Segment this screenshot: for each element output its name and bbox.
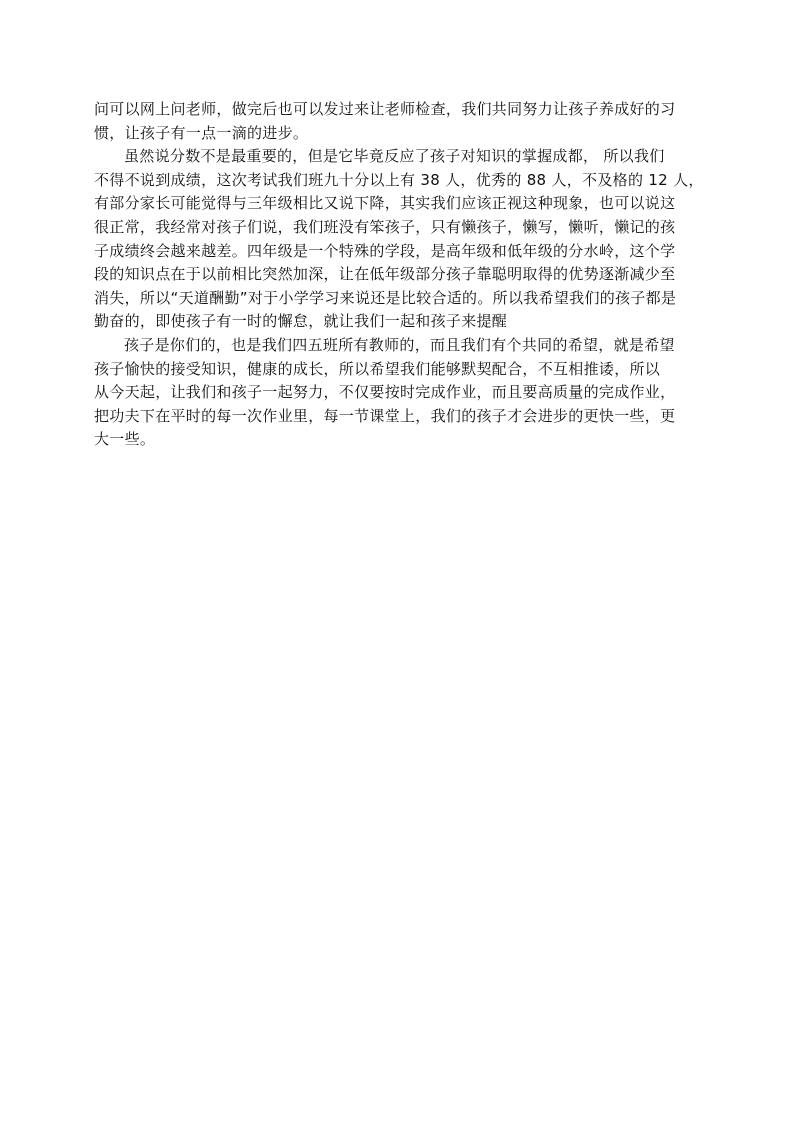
text-line: 孩子愉快的接受知识，健康的成长，所以希望我们能够默契配合，不互相推诿，所以 xyxy=(94,359,661,378)
text-line: 段的知识点在于以前相比突然加深，让在低年级部分孩子靠聪明取得的优势逐渐减少至 xyxy=(94,265,676,284)
text-line: 把功夫下在平时的每一次作业里，每一节课堂上，我们的孩子才会进步的更快一些，更 xyxy=(94,406,676,425)
text-line: 有部分家长可能觉得与三年级相比又说下降，其实我们应该正视这种现象，也可以说这 xyxy=(94,194,676,213)
text-line: 子成绩终会越来越差。四年级是一个特殊的学段，是高年级和低年级的分水岭，这个学 xyxy=(94,241,676,260)
text-line: 不得不说到成绩，这次考试我们班九十分以上有 38 人，优秀的 88 人，不及格的 12 人， xyxy=(94,170,704,189)
text-line: 大一些。 xyxy=(94,430,156,449)
text-line: 惯，让孩子有一点一滴的进步。 xyxy=(94,123,309,142)
text-line: 勤奋的，即使孩子有一时的懈怠，就让我们一起和孩子来提醒 xyxy=(94,312,508,331)
text-line: 问可以网上问老师，做完后也可以发过来让老师检查，我们共同努力让孩子养成好的习 xyxy=(94,100,676,118)
text-line: 虽然说分数不是最重要的，但是它毕竟反应了孩子对知识的掌握成都， 所以我们 xyxy=(124,147,665,166)
body-text xyxy=(94,98,704,452)
text-line: 消失，所以“天道酬勤”对于小学学习来说还是比较合适的。所以我希望我们的孩子都是 xyxy=(94,288,677,307)
text-line: 很正常，我经常对孩子们说，我们班没有笨孩子，只有懒孩子，懒写，懒听，懒记的孩 xyxy=(94,217,676,236)
text-line: 从今天起，让我们和孩子一起努力，不仅要按时完成作业，而且要高质量的完成作业， xyxy=(94,383,676,402)
text-line: 孩子是你们的，也是我们四五班所有教师的，而且我们有个共同的希望，就是希望 xyxy=(124,335,675,354)
